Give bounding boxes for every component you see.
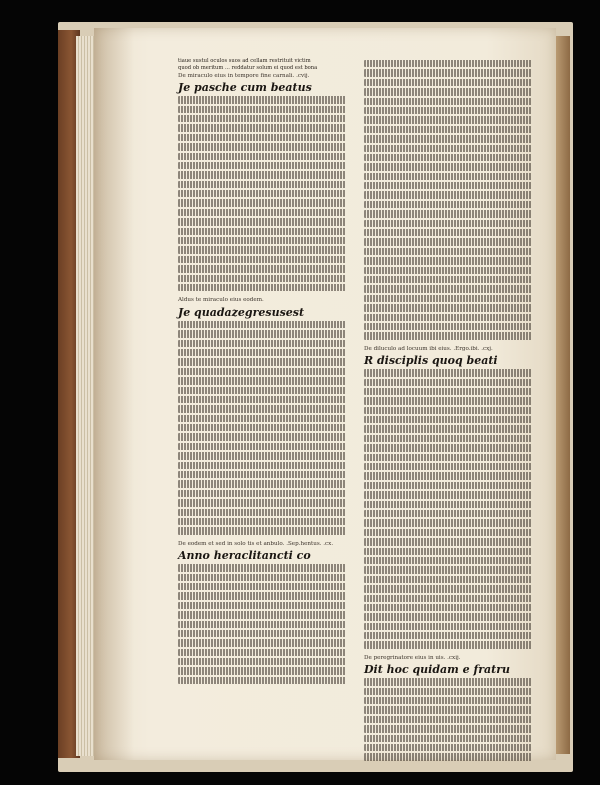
chapter-heading: Anno heraclitancti co bbox=[178, 549, 311, 563]
back-cover-edge bbox=[556, 36, 570, 754]
page-edges bbox=[76, 36, 96, 756]
text-block bbox=[178, 564, 346, 684]
chapter-heading: Dit hoc quidam e fratru bbox=[364, 663, 511, 677]
text-block bbox=[364, 60, 532, 340]
intro-line: quod ob meritum ... reddatur solum ei quod est bona bbox=[178, 65, 318, 72]
chapter-rubric: De peregrinatore eius in uis. .cxij. bbox=[364, 654, 461, 661]
page-gutter-shadow bbox=[94, 28, 134, 760]
text-block bbox=[178, 96, 346, 291]
chapter-rubric: De diluculo ad locuum ibi eius. .Ergo.ibi. .cxj. bbox=[364, 345, 493, 352]
text-block bbox=[178, 321, 346, 535]
chapter-rubric: De eodem et sed in solo tis et anbulo. .Sep.hentus. .cx. bbox=[178, 540, 334, 547]
intro-line: tiaue sustul oculos suos ad cellam restrituit victim bbox=[178, 58, 311, 64]
chapter-heading: Je pasche cum beatus bbox=[178, 81, 312, 95]
chapter-rubric: De miraculo eius in tempore fine carnali. .cvij. bbox=[178, 72, 310, 79]
chapter-heading: R disciplis quoq beati bbox=[364, 354, 498, 368]
text-block bbox=[364, 369, 532, 649]
chapter-rubric: Aldus te miraculo eius eodem. bbox=[178, 297, 264, 304]
left-text-column bbox=[178, 58, 346, 658]
chapter-heading: Je quadazegresusest bbox=[178, 305, 305, 319]
text-block bbox=[364, 678, 532, 761]
right-text-column bbox=[364, 58, 532, 677]
